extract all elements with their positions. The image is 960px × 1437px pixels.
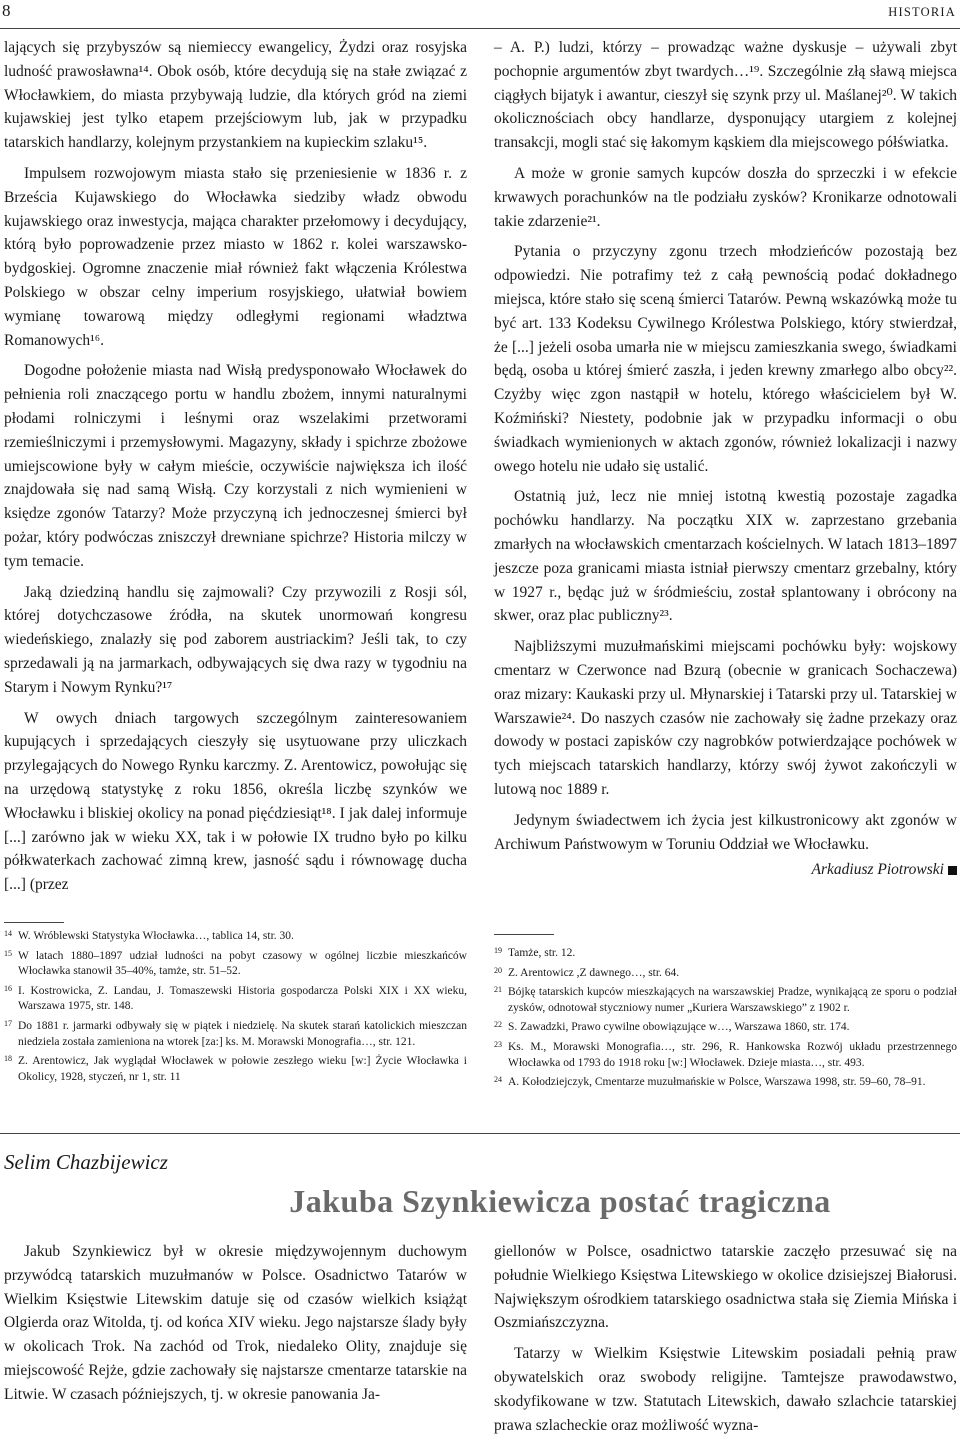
paragraph: A może w gronie samych kupców doszła do sprzeczki i w efekcie krwawych porachunków na tle podziału zysków? Kronikarze odnotowali takie zdarzenie²¹. [494,164,957,230]
footnote-text: Do 1881 r. jarmarki odbywały się w piątek i niedzielę. Na skutek starań katolickich mieszczan niedziela została zamieniona na wtorek [za:] ks. M. Morawski Monografia…, str. 121. [18,1019,467,1048]
page-number: 8 [2,1,11,20]
footnote [494,966,957,982]
footnote-number: 14 [4,929,12,938]
footnote-number: 21 [494,985,502,995]
paragraph: Impulsem rozwojowym miasta stało się przeniesienie w 1836 r. z Brześcia Kujawskiego do Włocławka siedziby władz obwodu kujawskiego oraz inwestycja, mająca charakter przełomowy i decydujący, którą było poprowadzenie przez miasto w 1862 r. kolei warszawsko-bydgoskiej. Ogromne znaczenie miał również fakt włączenia Królestwa Polskiego w obszar celny imperium rosyjskiego, ułatwiał bowiem wymianę towarową między odległymi regionami władztwa Romanowych¹⁶. [4,164,467,349]
footnote [494,1020,957,1036]
paragraph: Tatarzy w Wielkim Księstwie Litewskim posiadali pełnią praw obywatelskich oraz swobody religijne. Tamtejsze prawodawstwo, skodyfikowane w tzw. Statutach Litewskich, dawało szlachcie tatarskiej prawa szlacheckie oraz możliwość wyzna- [494,1345,957,1434]
footnote-number: 17 [4,1018,12,1028]
footnote [494,985,957,1016]
footnote-rule [4,922,64,923]
footnote-text: S. Zawadzki, Prawo cywilne obowiązujące w…, Warszawa 1860, str. 174. [508,1021,850,1034]
footnote-number: 18 [4,1054,12,1064]
right-column [494,36,957,882]
footnote-text: Tamże, str. 12. [508,947,576,959]
footnote-rule [494,934,554,935]
article-title: Jakuba Szynkiewicza postać tragiczna [289,1183,831,1219]
footnote-text: I. Kostrowicka, Z. Landau, J. Tomaszewski Historia gospodarcza Polski XIX i XX wieku, Warszawa 1975, str. 148. [18,984,467,1013]
footnote-text: W latach 1880–1897 udział ludności na pobyt czasowy w ogólnej liczbie mieszkańców Włocławka stanowił 35–40%, tamże, str. 51–52. [18,949,467,978]
footnote [494,946,957,962]
section-name: HISTORIA [888,5,956,19]
page-header [0,0,960,29]
paragraph: Jaką dziedziną handlu się zajmowali? Czy przywozili z Rosji sól, której dotychczasowe źródła, na skutek unormowań kongresu wiedeńskiego, znalazły się pod zaborem austriackim? Jeśli tak, to czy sprzedawali ją na jarmarkach, odbywających się dwa razy w tygodniu na Starym i Nowym Rynku?¹⁷ [4,583,467,696]
paragraph: Pytania o przyczyny zgonu trzech młodzieńców pozostają bez odpowiedzi. Nie potrafimy też z całą pewnością podać dokładnego miejsca, które stało się sceną śmierci Tatarów. Pewną wskazówką może tu być art. 133 Kodeksu Cywilnego Królestwa Polskiego, który stwierdzał, że [...] jeżeli osoba umarła nie w miejscu zamieszkania swego, świadkami będą, osoba u której śmierć zaszła, i jeden krewny zmarłego albo obcy²². Czyżby więc zgon nastąpił w hotelu, którego właścicielem był W. Koźmiński? Niestety, podobnie jak w przypadku informacji o obu świadkach wymienionych w aktach zgonów, również lokalizacji i nazwy owego hotelu nie udało się ustalić. [494,243,957,475]
paragraph: Ostatnią już, lecz nie mniej istotną kwestią pozostaje zagadka pochówku handlarzy. Na początku XIX w. zaprzestano grzebania zmarłych na włocławskich cmentarzach kościelnych. W latach 1813–1897 jeszcze poza granicami miasta istniał pierwszy cmentarz grzebalny, który w 1927 r., będąc już w śródmieściu, został splantowany i obrócony na skwer, oraz plac publiczny²³. [494,488,957,625]
footnote-number: 19 [494,946,502,955]
paragraph: giellonów w Polsce, osadnictwo tatarskie zaczęło przesuwać się na południe Wielkiego Księstwa Litewskiego w okolice dzisiejszej Białorusi. Największym ośrodkiem tatarskiego osadnictwa stała się Ziemia Mińska i Oszmiańszczyzna. [494,1243,957,1332]
footnote [494,1040,957,1071]
footnote-number: 24 [494,1075,502,1085]
footnote-text: Z. Arentowicz ,Z dawnego…, str. 64. [508,966,680,979]
paragraph: Jedynym świadectwem ich życia jest kilkustronicowy akt zgonów w Archiwum Państwowym w Toruniu Oddział we Włocławku. [494,811,957,853]
footnote-text: Ks. M., Morawski Monografia…, str. 296, R. Hankowska Rozwój układu przestrzennego Włocławka od 1793 do 1918 roku [w:] Włocławek. Dzieje miasta…, str. 493. [508,1040,957,1069]
article-left-column [4,1240,467,1407]
footnote [4,984,467,1015]
paragraph: – A. P.) ludzi, którzy – prowadząc ważne dyskusje – używali zbyt pochopnie argumentów zbyt twardych…¹⁹. Szczególnie złą sławą miejsca ciągłych bijatyk i awantur, cieszył się szynk przy ul. Maślanej²⁰. W takich okolicznościach obcy handlarze, dysponujący utargiem z kolejnej transakcji, mogli stać się łakomym kąskiem dla miejscowego półświatka. [494,39,957,152]
left-footnotes [4,929,467,1089]
paragraph: Najbliższymi muzułmańskimi miejscami pochówku były: wojskowy cmentarz w Czerwonce nad Bzurą (obecnie w granicach Sochaczewa) oraz mizary: Kaukaski przy ul. Młynarskiej i Tatarski przy ul. Tatarskiej w Warszawie²⁴. Do naszych czasów nie zachowały się żadne przekazy oraz dowody w postaci zapisków czy nagrobków potwierdzające pochówek w tych miejscach tatarskich handlarzy, którzy swój żywot zakończyli w lutową noc 1889 r. [494,638,957,798]
footnote-text: Bójkę tatarskich kupców mieszkających na warszawskiej Pradze, wynikającą ze sporu o podział zysków, odnotował styczniowy numer „Kuriera Warszawskiego” z 1902 r. [508,986,957,1014]
footnote-text: Z. Arentowicz, Jak wyglądał Włocławek w połowie zeszłego wieku [w:] Życie Włocławka i Okolicy, 1928, styczeń, nr 1, str. 11 [18,1055,467,1083]
footnote [4,1019,467,1050]
footnote-number: 22 [494,1020,502,1030]
footnote [4,1054,467,1085]
paragraph: Dogodne położenie miasta nad Wisłą predysponowało Włocławek do pełnienia roli znaczącego portu w handlu zbożem, innymi naturalnymi płodami rolniczymi i leśnymi oraz wszelakimi przetworami rzemieślniczymi i przemysłowymi. Magazyny, składy i spichrze zbożowe umiejscowione były w całym mieście, oczywiście największa ich ilość znajdowała się nad samą Wisłą. Czy korzystali z nich wymienieni w księdze zgonów Tatarzy? Może przyczyną ich jednoczesnej śmierci był pożar, który podwóczas zniszczył drewniane spichrze? Historia milczy w tym temacie. [4,362,467,570]
footnote [494,1075,957,1091]
footnote [4,929,467,945]
footnote-number: 23 [494,1039,502,1049]
footnote-number: 16 [4,983,12,993]
article-author: Selim Chazbijewicz [4,1150,168,1174]
article-right-column [494,1240,957,1437]
footnote-number: 15 [4,948,12,958]
article-divider [0,1133,960,1134]
footnote [4,949,467,980]
paragraph: W owych dniach targowych szczególnym zainteresowaniem kupujących i sprzedających cieszyły się usytuowane przy uliczkach przylegających do Nowego Rynku karczmy. Z. Arentowicz, powołując się na urzędową statystykę z roku 1856, określa liczbę szynków we Włocławku i bliskiej okolicy na ponad pięćdziesiąt¹⁸. I jak dalej informuje [...] zarówno jak w wieku XX, tak i w połowie IX trudno było po kilku półkwaterkach zachować zimną krew, jasność sądu i równowagę ducha [...] (przez [4,709,467,894]
footnote-text: W. Wróblewski Statystyka Włocławka…, tablica 14, str. 30. [18,930,294,942]
signature-text: Arkadiusz Piotrowski [811,861,944,879]
signature [494,858,957,882]
left-column [4,36,467,897]
footnote-number: 20 [494,965,502,975]
paragraph: Jakub Szynkiewicz był w okresie międzywojennym duchowym przywódcą tatarskich muzułmanów w Polsce. Osadnictwo Tatarów w Wielkim Księstwie Litewskim datuje się od czasów wielkich książąt Olgierda oraz Witolda, tj. od końca XIV wieku. Jego najstarsze ślady były w okolicach Trok. Na zachód od Trok, niedaleko Olity, znajduje się miejscowość Rejże, gdzie zachowały się najstarsze cmentarze tatarskie na Litwie. W czasach późniejszych, tj. w okresie panowania Ja- [4,1243,467,1403]
right-footnotes [494,946,957,1095]
end-mark-icon [948,866,957,875]
paragraph: lających się przybyszów są niemieccy ewangelicy, Żydzi oraz rosyjska ludność prawosławna¹⁴. Obok osób, które decydują się na stałe związać z Włocławkiem, do miasta przybywają ludzie, dla których gród na ziemi kujawskiej jest tylko etapem przejściowym lub, jak w przypadku tatarskich handlarzy, kolejnym przystankiem na kupieckim szlaku¹⁵. [4,39,467,152]
footnote-text: A. Kołodziejczyk, Cmentarze muzułmańskie w Polsce, Warszawa 1998, str. 59–60, 78–91. [508,1076,926,1089]
